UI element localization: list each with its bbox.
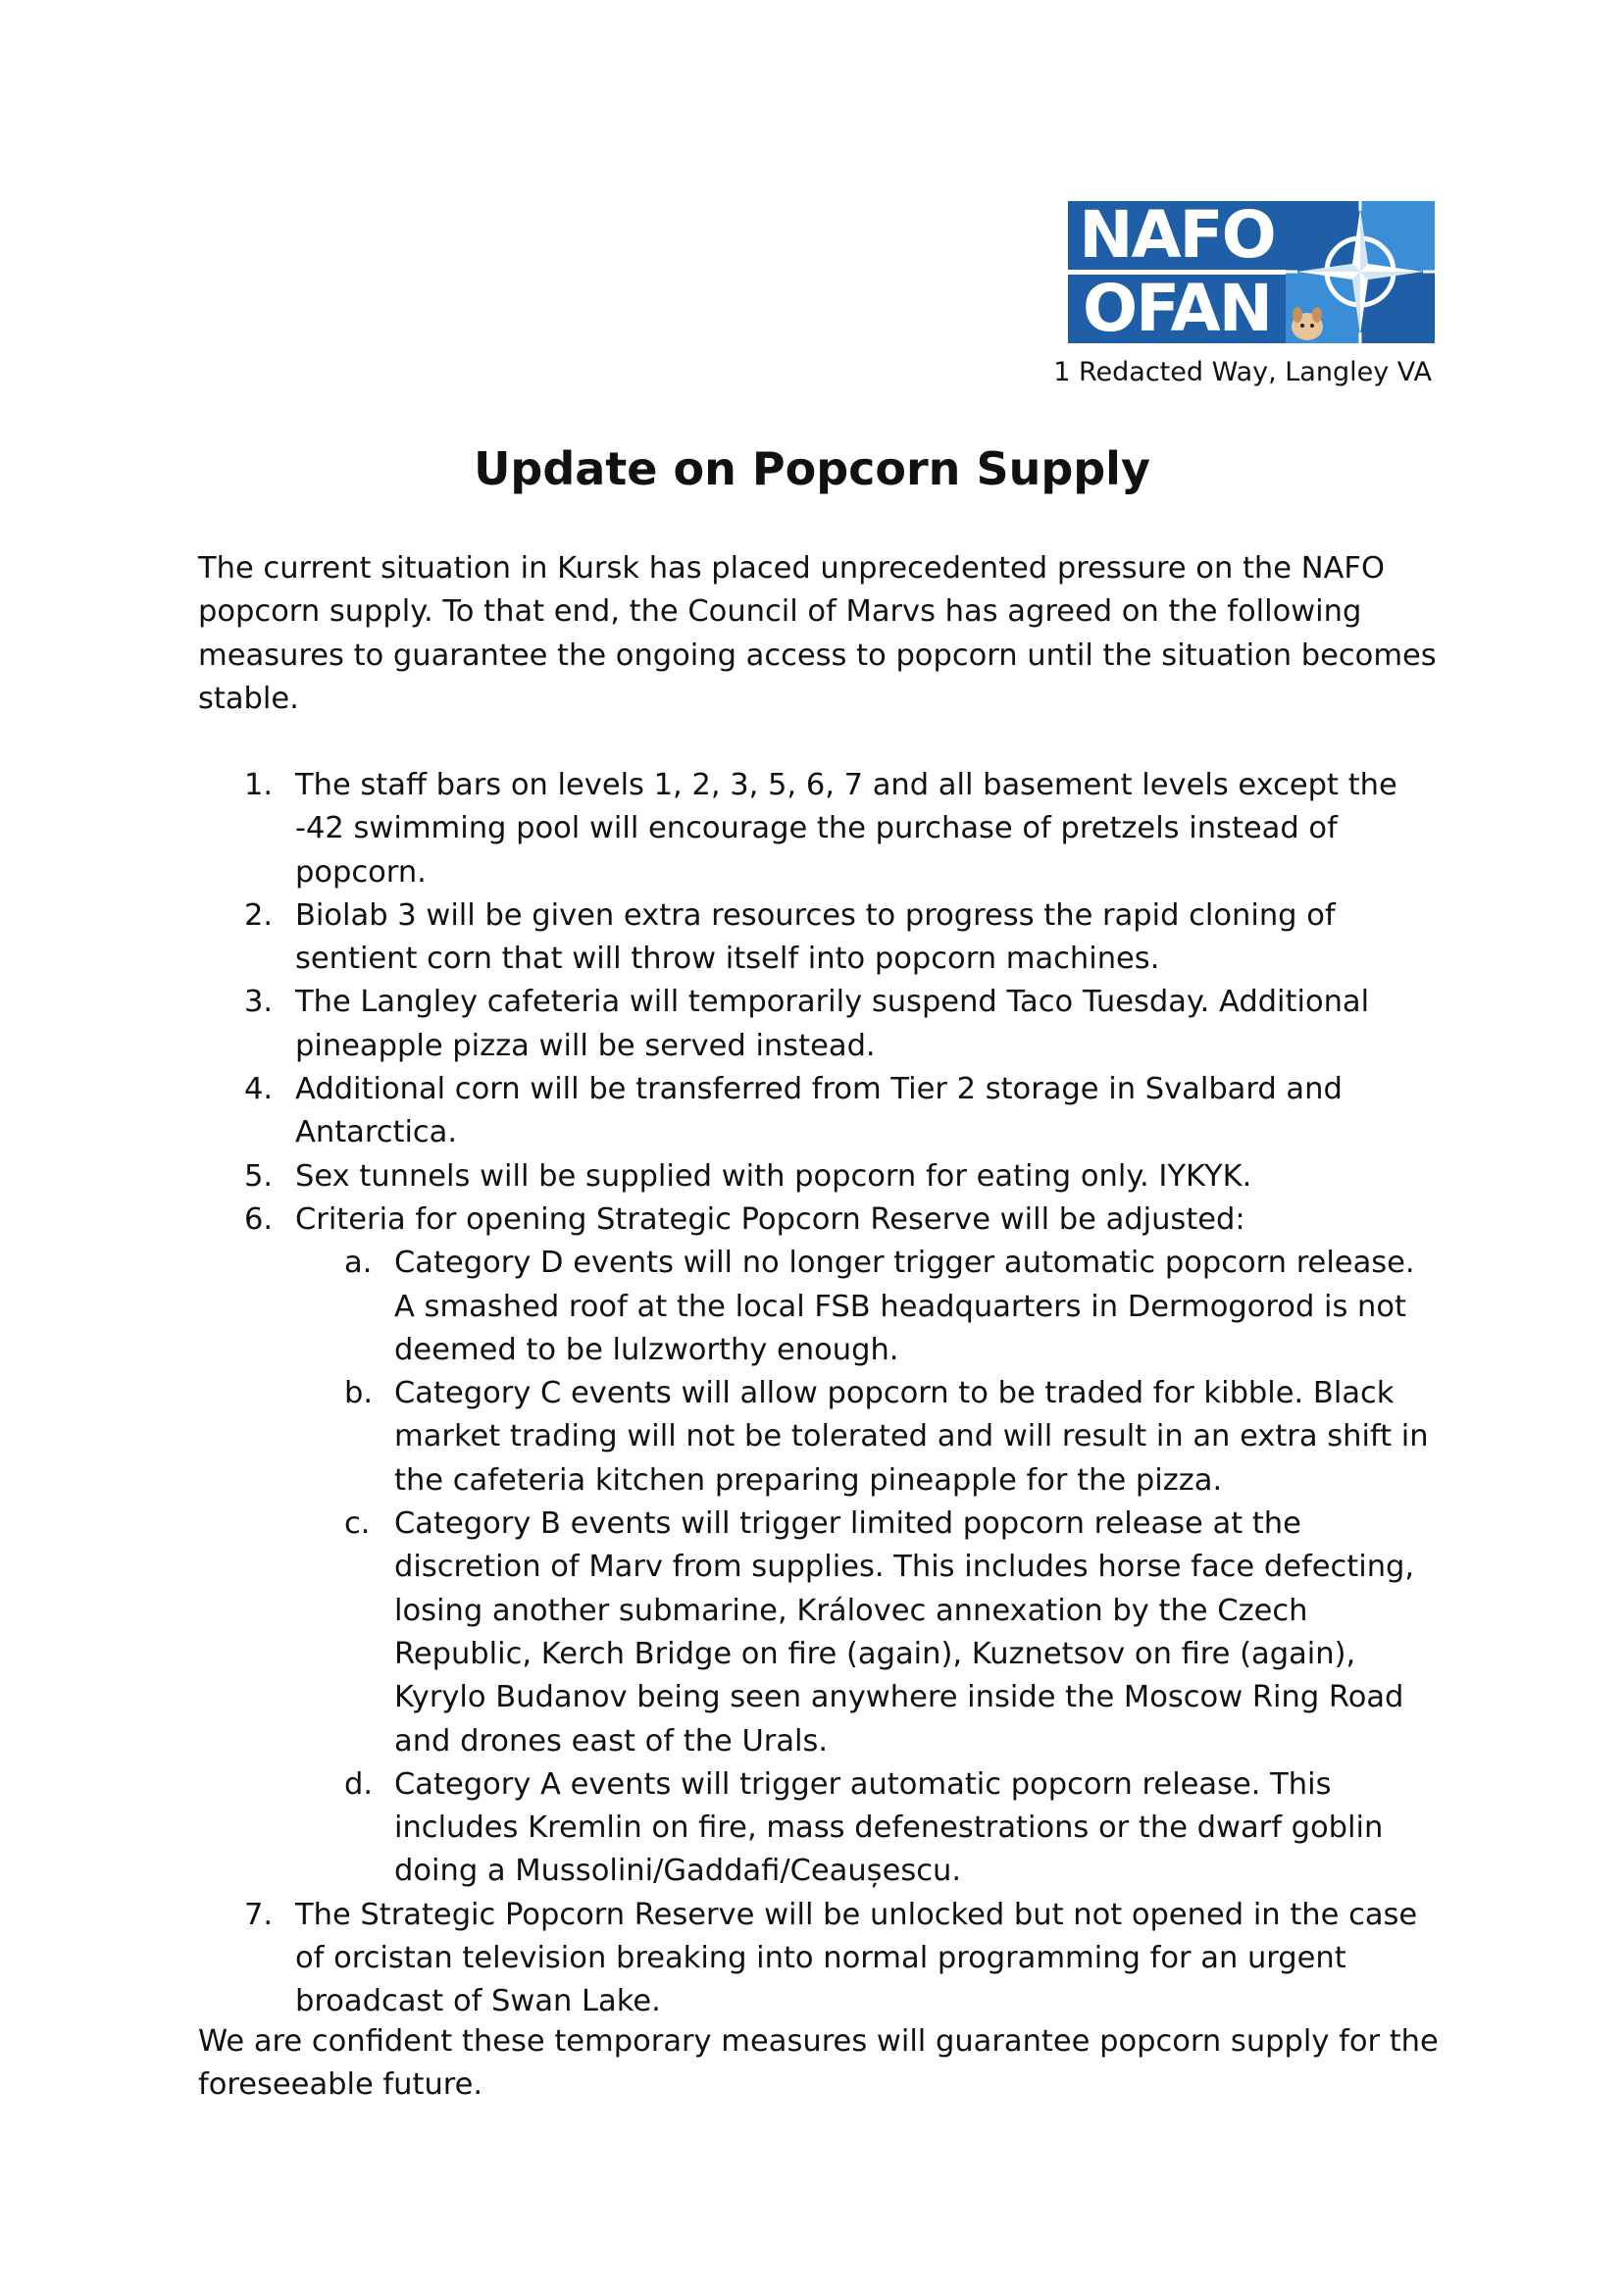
sublist-item-text: Category A events will trigger automatic popcorn release. This includes Kremlin on fire, mass defenestrations or the dwarf goblin doing a Mussolini/Gaddafi/Ceaușescu. bbox=[394, 1766, 1384, 1889]
list-item bbox=[198, 1198, 1444, 1894]
sender-address: 1 Redacted Way, Langley VA bbox=[1053, 357, 1432, 387]
list-item-text: Criteria for opening Strategic Popcorn Reserve will be adjusted: bbox=[295, 1201, 1245, 1237]
list-item-number: 6. bbox=[244, 1201, 274, 1237]
list-item-text: Sex tunnels will be supplied with popcorn for eating only. IYKYK. bbox=[295, 1158, 1252, 1194]
sublist-item bbox=[295, 1242, 1444, 1372]
list-item-number: 3. bbox=[244, 985, 274, 1020]
list-item-number: 4. bbox=[244, 1072, 274, 1107]
list-item-number: 2. bbox=[244, 897, 274, 933]
logo-line-1: NAFO bbox=[1068, 201, 1286, 270]
sublist-item bbox=[295, 1372, 1444, 1503]
compass-star-icon bbox=[1286, 201, 1435, 343]
list-item bbox=[198, 1068, 1444, 1155]
logo-text-block bbox=[1068, 201, 1286, 343]
list-item bbox=[198, 1155, 1444, 1198]
criteria-sublist bbox=[295, 1242, 1444, 1893]
sublist-item-letter: b. bbox=[344, 1376, 374, 1411]
list-item-text: Biolab 3 will be given extra resources to progress the rapid cloning of sentient corn that will throw itself into popcorn machines. bbox=[295, 897, 1336, 977]
list-item-text: The Langley cafeteria will temporarily suspend Taco Tuesday. Additional pineapple pizza will be served instead. bbox=[295, 985, 1370, 1063]
sublist-item bbox=[295, 1503, 1444, 1763]
nafo-ofan-logo bbox=[1068, 201, 1435, 343]
page-title: Update on Popcorn Supply bbox=[474, 442, 1150, 495]
list-item bbox=[198, 981, 1444, 1068]
sublist-item-letter: c. bbox=[344, 1506, 371, 1542]
logo-line-2: OFAN bbox=[1068, 275, 1286, 343]
list-item bbox=[198, 894, 1444, 982]
sublist-item-text: Category B events will trigger limited popcorn release at the discretion of Marv from supplies. This includes horse face defecting, losing another submarine, Královec annexation by the Czech Republic, Kerch Bridge on fire (again), Kuznetsov on fire (again), Kyrylo Budanov being seen anywhere inside the Moscow Ring Road and drones east of the Urals. bbox=[394, 1506, 1415, 1759]
sublist-item-letter: d. bbox=[344, 1766, 374, 1802]
list-item bbox=[198, 764, 1444, 894]
list-item-text: The Strategic Popcorn Reserve will be unlocked but not opened in the case of orcistan television breaking into normal programming for an urgent broadcast of Swan Lake. bbox=[295, 1897, 1418, 2019]
compass-rose-emblem bbox=[1286, 201, 1435, 343]
list-item-text: Additional corn will be transferred from Tier 2 storage in Svalbard and Antarctica. bbox=[295, 1072, 1343, 1150]
intro-paragraph: The current situation in Kursk has placed unprecedented pressure on the NAFO popcorn supply. To that end, the Council of Marvs has agreed on the following measures to guarantee the ongoing access to popcorn until the situation becomes stable. bbox=[198, 551, 1437, 716]
list-item-number: 5. bbox=[244, 1158, 274, 1194]
closing-paragraph: We are confident these temporary measures will guarantee popcorn supply for the foreseeable future. bbox=[198, 2024, 1439, 2103]
measures-list bbox=[198, 764, 1444, 2024]
list-item-number: 7. bbox=[244, 1897, 274, 1932]
sublist-item bbox=[295, 1763, 1444, 1894]
sublist-item-text: Category C events will allow popcorn to be traded for kibble. Black market trading will not be tolerated and will result in an extra shift in the cafeteria kitchen preparing pineapple for the pizza. bbox=[394, 1376, 1429, 1498]
sublist-item-text: Category D events will no longer trigger automatic popcorn release. A smashed roof at the local FSB headquarters in Dermogorod is not deemed to be lulzworthy enough. bbox=[394, 1246, 1415, 1367]
list-item bbox=[198, 1894, 1444, 2024]
sublist-item-letter: a. bbox=[344, 1246, 373, 1281]
list-item-text: The staff bars on levels 1, 2, 3, 5, 6, 7 and all basement levels except the -42 swimming pool will encourage the purchase of pretzels instead of popcorn. bbox=[295, 768, 1397, 890]
list-item-number: 1. bbox=[244, 768, 274, 802]
